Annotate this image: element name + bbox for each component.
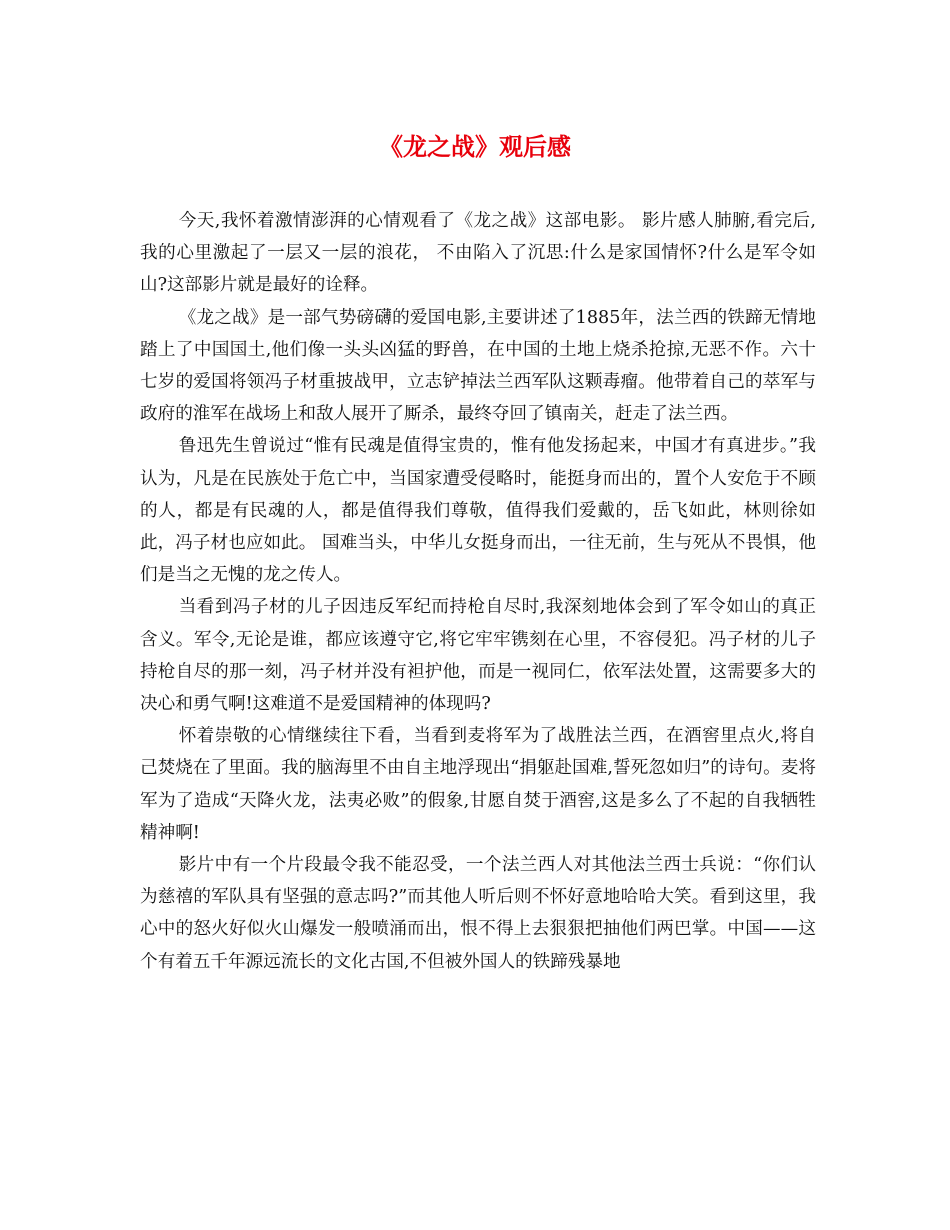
document-body [140,205,816,978]
paragraph: 今天,我怀着激情澎湃的心情观看了《龙之战》这部电影。 影片感人肺腑,看完后,我的心里激起了一层又一层的浪花， 不由陷入了沉思:什么是家国情怀?什么是军令如山?这部影片就是最好的诠释。 [140,211,816,296]
paragraph: 影片中有一个片段最令我不能忍受，一个法兰西人对其他法兰西士兵说：“你们认为慈禧的军队具有坚强的意志吗?”而其他人听后则不怀好意地哈哈大笑。看到这里，我心中的怒火好似火山爆发一般喷涌而出，恨不得上去狠狠把抽他们两巴掌。中国——这个有着五千年源远流长的文化古国,不但被外国人的铁蹄残暴地 [140,855,816,972]
paragraph: 《龙之战》是一部气势磅礴的爱国电影,主要讲述了1885年，法兰西的铁蹄无情地踏上了中国国土,他们像一头头凶猛的野兽，在中国的土地上烧杀抢掠,无恶不作。六十七岁的爱国将领冯子材重披战甲，立志铲掉法兰西军队这颗毒瘤。他带着自己的萃军与政府的淮军在战场上和敌人展开了厮杀，最终夺回了镇南关，赶走了法兰西。 [140,307,816,425]
document-title: 《龙之战》观后感 [379,132,571,161]
paragraph: 鲁迅先生曾说过“惟有民魂是值得宝贵的，惟有他发扬起来，中国才有真进步。”我认为，凡是在民族处于危亡中，当国家遭受侵略时，能挺身而出的，置个人安危于不顾的人，都是有民魂的人，都是值得我们尊敬，值得我们爱戴的，岳飞如此，林则徐如此，冯子材也应如此。 国难当头，中华儿女挺身而出，一往无前，生与死从不畏惧，他们是当之无愧的龙之传人。 [140,436,816,586]
paragraph: 当看到冯子材的儿子因违反军纪而持枪自尽时,我深刻地体会到了军令如山的真正含义。军令,无论是谁，都应该遵守它,将它牢牢镌刻在心里，不容侵犯。冯子材的儿子持枪自尽的那一刻，冯子材并没有袒护他，而是一视同仁，依军法处置，这需要多大的决心和勇气啊!这难道不是爱国精神的体现吗? [140,597,816,715]
paragraph: 怀着崇敬的心情继续往下看，当看到麦将军为了战胜法兰西，在酒窖里点火,将自己焚烧在了里面。我的脑海里不由自主地浮现出“捐躯赴国难,誓死忽如归”的诗句。麦将军为了造成“天降火龙，法夷必败”的假象,甘愿自焚于酒窖,这是多么了不起的自我牺牲精神啊! [140,726,816,843]
